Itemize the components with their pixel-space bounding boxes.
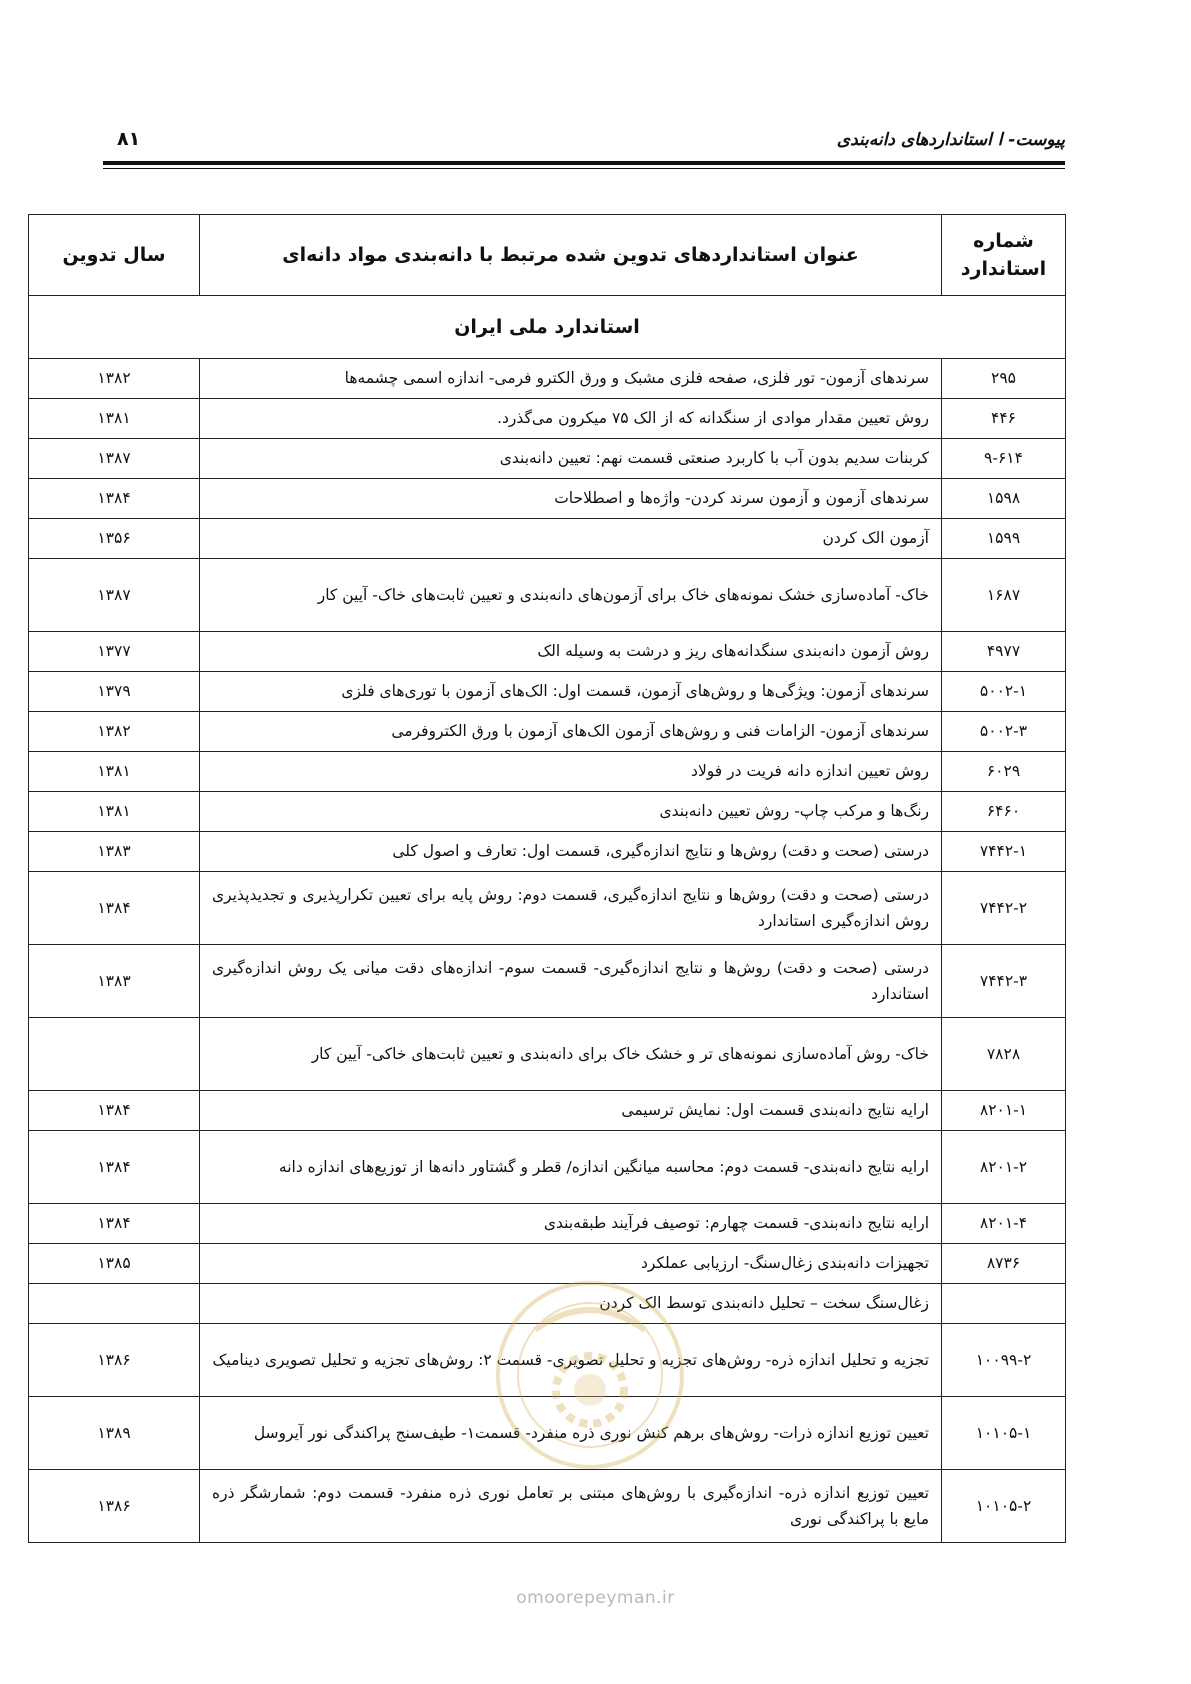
standard-title-cell: سرندهای آزمون و آزمون سرند کردن- واژه‌ها و اصطلاحات: [200, 479, 942, 519]
standard-year-cell: ۱۳۸۱: [29, 792, 200, 832]
standard-year-cell: ۱۳۸۴: [29, 1091, 200, 1131]
standard-number-cell: ۴۴۶: [942, 399, 1066, 439]
standard-number-cell: ۱۰۱۰۵-۲: [942, 1470, 1066, 1543]
header-rule-thick: [103, 161, 1065, 165]
standard-year-cell: ۱۳۸۴: [29, 1204, 200, 1244]
table-row: [29, 559, 1066, 632]
table-row: [29, 712, 1066, 752]
standard-number-cell: ۱۰۱۰۵-۱: [942, 1397, 1066, 1470]
standard-number-cell: ۱۶۸۷: [942, 559, 1066, 632]
standard-title-cell: روش تعیین اندازه دانه فریت در فولاد: [200, 752, 942, 792]
table-row: [29, 1324, 1066, 1397]
table-row: [29, 632, 1066, 672]
standard-number-cell: ۷۸۲۸: [942, 1018, 1066, 1091]
standard-year-cell: ۱۳۸۴: [29, 479, 200, 519]
standard-title-cell: سرندهای آزمون- الزامات فنی و روش‌های آزمون الک‌های آزمون با ورق الکتروفرمی: [200, 712, 942, 752]
standard-title-cell: تعیین توزیع اندازه ذره- اندازه‌گیری با روش‌های مبتنی بر تعامل نوری ذره منفرد- قسمت دوم: شمارشگر ذره مایع با پراکندگی نوری: [200, 1470, 942, 1543]
standard-title-cell: آزمون الک کردن: [200, 519, 942, 559]
standard-year-cell: ۱۳۸۱: [29, 752, 200, 792]
table-row: [29, 519, 1066, 559]
standard-number-cell: ۵۰۰۲-۳: [942, 712, 1066, 752]
table-row: [29, 792, 1066, 832]
standard-title-cell: زغال‌سنگ سخت – تحلیل دانه‌بندی توسط الک کردن: [200, 1284, 942, 1324]
standard-year-cell: ۱۳۸۵: [29, 1244, 200, 1284]
standard-year-cell: ۱۳۸۱: [29, 399, 200, 439]
standard-title-cell: درستی (صحت و دقت) روش‌ها و نتایج اندازه‌گیری، قسمت دوم: روش پایه برای تعیین تکرارپذیری و تجدیدپذیری روش اندازه‌گیری استاندارد: [200, 872, 942, 945]
standard-title-cell: ارایه نتایج دانه‌بندی- قسمت چهارم: توصیف فرآیند طبقه‌بندی: [200, 1204, 942, 1244]
standard-year-cell: [29, 1018, 200, 1091]
standard-year-cell: ۱۳۸۲: [29, 359, 200, 399]
standard-number-cell: ۲۹۵: [942, 359, 1066, 399]
standard-year-cell: ۱۳۸۲: [29, 712, 200, 752]
standard-title-cell: تعیین توزیع اندازه ذرات- روش‌های برهم کنش نوری ذره منفرد- قسمت۱- طیف‌سنج پراکندگی نور آیروسل: [200, 1397, 942, 1470]
website-watermark: omoorepeyman.ir: [516, 1588, 675, 1608]
standard-year-cell: [29, 1284, 200, 1324]
table-row: [29, 1244, 1066, 1284]
table-row: [29, 1284, 1066, 1324]
table-row: [29, 439, 1066, 479]
table-row: [29, 752, 1066, 792]
table-row: [29, 479, 1066, 519]
table-row: [29, 1397, 1066, 1470]
standard-number-cell: ۴۹۷۷: [942, 632, 1066, 672]
standard-title-cell: تجزیه و تحلیل اندازه ذره- روش‌های تجزیه و تحلیل تصویری- قسمت ۲: روش‌های تجزیه و تحلیل تصویری دینامیک: [200, 1324, 942, 1397]
standard-year-cell: ۱۳۵۶: [29, 519, 200, 559]
standard-title-cell: درستی (صحت و دقت) روش‌ها و نتایج اندازه‌گیری- قسمت سوم- اندازه‌های دقت میانی یک روش اندازه‌گیری استاندارد: [200, 945, 942, 1018]
column-header-year: سال تدوین: [29, 215, 200, 296]
table-header-row: [29, 215, 1066, 296]
standard-title-cell: تجهیزات دانه‌بندی زغال‌سنگ- ارزیابی عملکرد: [200, 1244, 942, 1284]
standard-title-cell: رنگ‌ها و مرکب چاپ- روش تعیین دانه‌بندی: [200, 792, 942, 832]
standards-table: [28, 214, 1066, 1543]
standard-number-cell: ۸۲۰۱-۲: [942, 1131, 1066, 1204]
table-row: [29, 832, 1066, 872]
standard-year-cell: ۱۳۷۷: [29, 632, 200, 672]
standard-number-cell: ۷۴۴۲-۳: [942, 945, 1066, 1018]
standard-title-cell: کربنات سدیم بدون آب با کاربرد صنعتی قسمت نهم: تعیین دانه‌بندی: [200, 439, 942, 479]
standard-number-cell: ۹-۶۱۴: [942, 439, 1066, 479]
standard-year-cell: ۱۳۸۳: [29, 832, 200, 872]
standard-title-cell: روش تعیین مقدار موادی از سنگدانه که از الک ۷۵ میکرون می‌گذرد.: [200, 399, 942, 439]
standard-year-cell: ۱۳۸۴: [29, 872, 200, 945]
standard-number-cell: ۱۵۹۹: [942, 519, 1066, 559]
standard-number-cell: ۸۲۰۱-۱: [942, 1091, 1066, 1131]
column-header-number: شماره استاندارد: [942, 215, 1066, 296]
table-row: [29, 1091, 1066, 1131]
header-rule-thin: [103, 168, 1065, 169]
standard-year-cell: ۱۳۷۹: [29, 672, 200, 712]
column-header-title: عنوان استانداردهای تدوین شده مرتبط با دانه‌بندی مواد دانه‌ای: [200, 215, 942, 296]
standard-title-cell: درستی (صحت و دقت) روش‌ها و نتایج اندازه‌گیری، قسمت اول: تعارف و اصول کلی: [200, 832, 942, 872]
standard-title-cell: سرندهای آزمون: ویژگی‌ها و روش‌های آزمون، قسمت اول: الک‌های آزمون با توری‌های فلزی: [200, 672, 942, 712]
table-row: [29, 399, 1066, 439]
standard-title-cell: ارایه نتایج دانه‌بندی- قسمت دوم: محاسبه میانگین اندازه/ قطر و گشتاور دانه‌ها از توزیع‌های اندازه دانه: [200, 1131, 942, 1204]
section-row: [29, 296, 1066, 359]
table-row: [29, 1018, 1066, 1091]
standard-number-cell: ۶۰۲۹: [942, 752, 1066, 792]
table-row: [29, 359, 1066, 399]
standard-number-cell: ۱۰۰۹۹-۲: [942, 1324, 1066, 1397]
section-title: استاندارد ملی ایران: [29, 296, 1066, 359]
standard-title-cell: ارایه نتایج دانه‌بندی قسمت اول: نمایش ترسیمی: [200, 1091, 942, 1131]
standard-number-cell: ۱۵۹۸: [942, 479, 1066, 519]
standard-year-cell: ۱۳۸۷: [29, 559, 200, 632]
page-number: ۸۱: [117, 128, 141, 150]
table-row: [29, 672, 1066, 712]
standard-year-cell: ۱۳۸۹: [29, 1397, 200, 1470]
standard-year-cell: ۱۳۸۳: [29, 945, 200, 1018]
standard-title-cell: روش آزمون دانه‌بندی سنگدانه‌های ریز و درشت به وسیله الک: [200, 632, 942, 672]
standard-year-cell: ۱۳۸۴: [29, 1131, 200, 1204]
standard-number-cell: ۸۲۰۱-۴: [942, 1204, 1066, 1244]
standard-number-cell: ۸۷۳۶: [942, 1244, 1066, 1284]
standard-number-cell: [942, 1284, 1066, 1324]
standard-year-cell: ۱۳۸۶: [29, 1324, 200, 1397]
standard-title-cell: سرندهای آزمون- تور فلزی، صفحه فلزی مشبک و ورق الکترو فرمی- اندازه اسمی چشمه‌ها: [200, 359, 942, 399]
standard-year-cell: ۱۳۸۶: [29, 1470, 200, 1543]
table-row: [29, 1470, 1066, 1543]
standard-number-cell: ۶۴۶۰: [942, 792, 1066, 832]
standard-year-cell: ۱۳۸۷: [29, 439, 200, 479]
standard-number-cell: ۷۴۴۲-۲: [942, 872, 1066, 945]
table-row: [29, 1204, 1066, 1244]
table-row: [29, 945, 1066, 1018]
table-row: [29, 1131, 1066, 1204]
standard-title-cell: خاک- آماده‌سازی خشک نمونه‌های خاک برای آزمون‌های دانه‌بندی و تعیین ثابت‌های خاک- آیین کار: [200, 559, 942, 632]
standard-number-cell: ۵۰۰۲-۱: [942, 672, 1066, 712]
running-title: پیوست- ا استانداردهای دانه‌بندی: [836, 130, 1065, 150]
standard-number-cell: ۷۴۴۲-۱: [942, 832, 1066, 872]
table-row: [29, 872, 1066, 945]
standard-title-cell: خاک- روش آماده‌سازی نمونه‌های تر و خشک خاک برای دانه‌بندی و تعیین ثابت‌های خاکی- آیین کار: [200, 1018, 942, 1091]
